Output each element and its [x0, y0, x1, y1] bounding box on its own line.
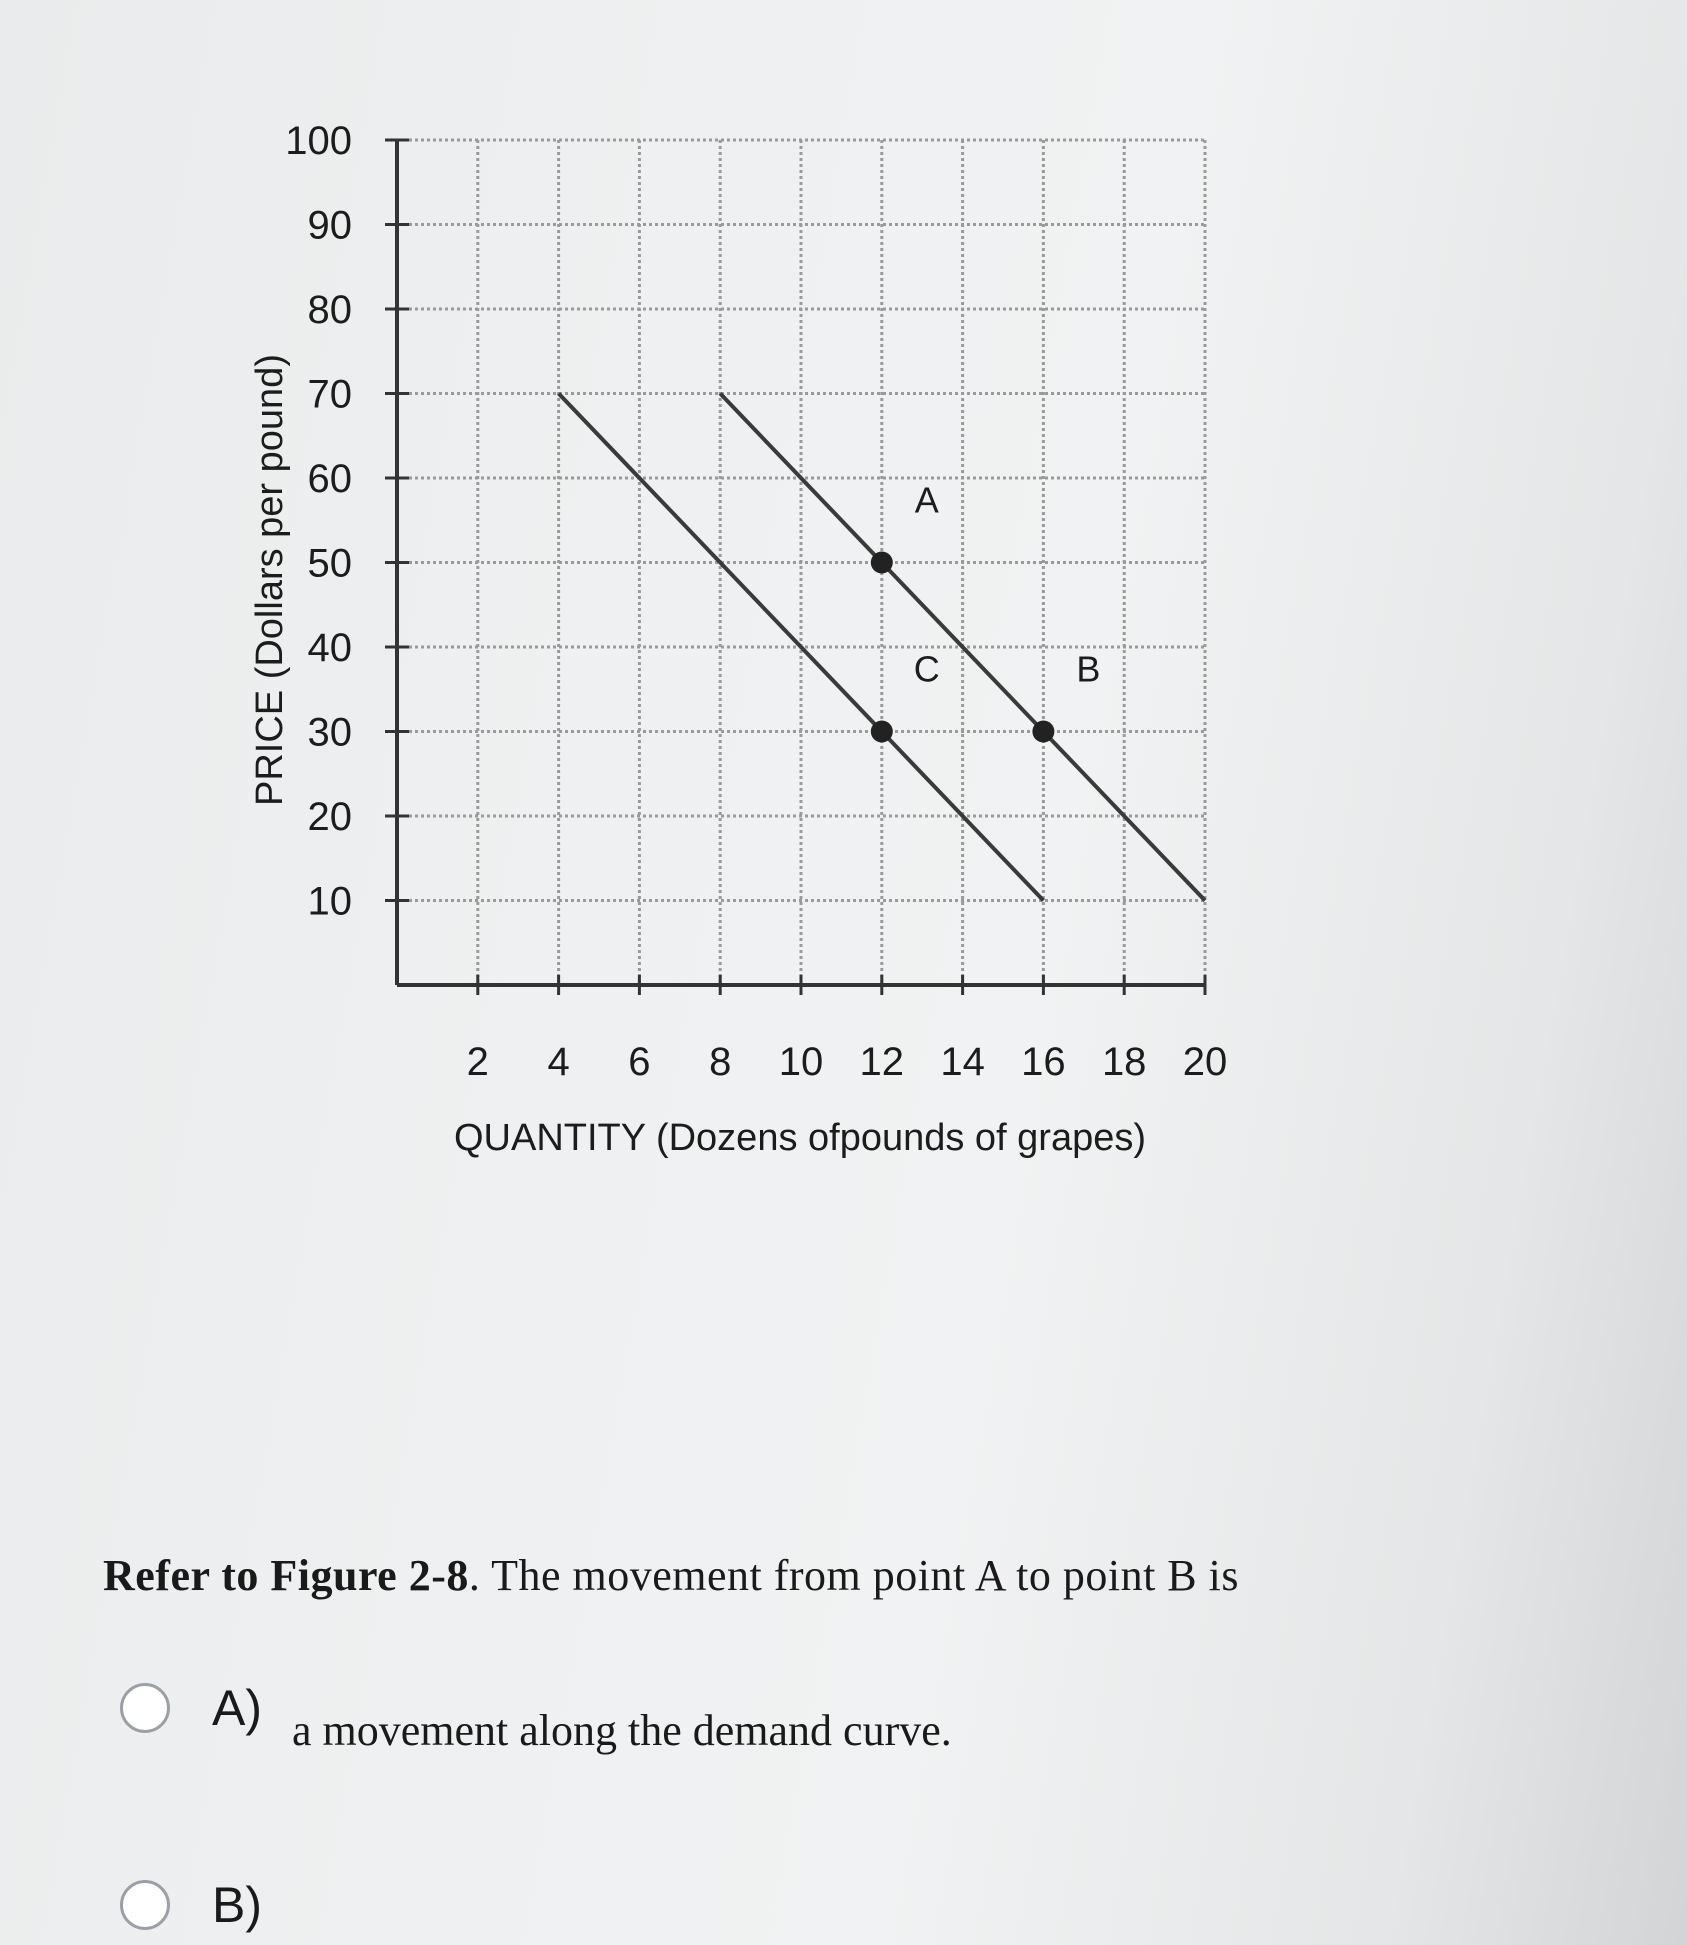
x-tick-label-8: 8 — [709, 1040, 732, 1084]
x-tick-label-2: 2 — [466, 1040, 489, 1084]
y-tick-label-60: 60 — [307, 457, 352, 501]
x-tick-label-12: 12 — [859, 1040, 905, 1084]
option-b-radio[interactable] — [120, 1880, 170, 1930]
labeled-points — [871, 480, 1101, 743]
x-tick-label-10: 10 — [778, 1040, 824, 1084]
option-a-letter: A) — [212, 1680, 262, 1736]
question-body: . The movement from point A to point B is — [468, 1551, 1239, 1600]
point-c-marker — [871, 721, 893, 743]
point-a-marker — [871, 552, 893, 574]
y-tick-label-70: 70 — [307, 372, 352, 417]
point-c-label: C — [913, 648, 940, 690]
y-tick-label-90: 90 — [307, 203, 352, 248]
option-a-radio[interactable] — [120, 1683, 170, 1733]
grid-lines — [397, 140, 1205, 985]
y-tick-label-10: 10 — [307, 879, 352, 924]
point-a-label: A — [914, 479, 939, 521]
x-tick-label-14: 14 — [940, 1040, 985, 1084]
point-b-label: B — [1076, 648, 1101, 690]
x-tick-label-4: 4 — [547, 1040, 570, 1084]
y-tick-label-40: 40 — [307, 626, 352, 670]
x-tick-label-6: 6 — [628, 1040, 651, 1084]
y-axis-title: PRICE (Dollars per pound) — [249, 354, 291, 806]
option-a-text: a movement along the demand curve. — [292, 1706, 952, 1755]
option-a[interactable] — [120, 1680, 952, 1756]
x-axis-title: QUANTITY (Dozens ofpounds of grapes) — [453, 1117, 1147, 1159]
y-tick-label-100: 100 — [285, 119, 352, 163]
point-b-marker — [1032, 721, 1054, 743]
x-tick-label-16: 16 — [1021, 1040, 1066, 1084]
axes — [385, 140, 1205, 995]
figure-reference: Refer to Figure 2-8 — [103, 1551, 469, 1600]
y-tick-label-80: 80 — [307, 288, 352, 332]
y-tick-label-30: 30 — [307, 710, 352, 755]
option-b[interactable] — [120, 1877, 292, 1934]
x-tick-label-20: 20 — [1182, 1040, 1228, 1084]
y-tick-label-20: 20 — [307, 795, 352, 839]
option-b-letter: B) — [212, 1877, 262, 1933]
y-tick-label-50: 50 — [307, 541, 352, 586]
x-tick-label-18: 18 — [1101, 1040, 1147, 1084]
question-text — [103, 1550, 1239, 1601]
